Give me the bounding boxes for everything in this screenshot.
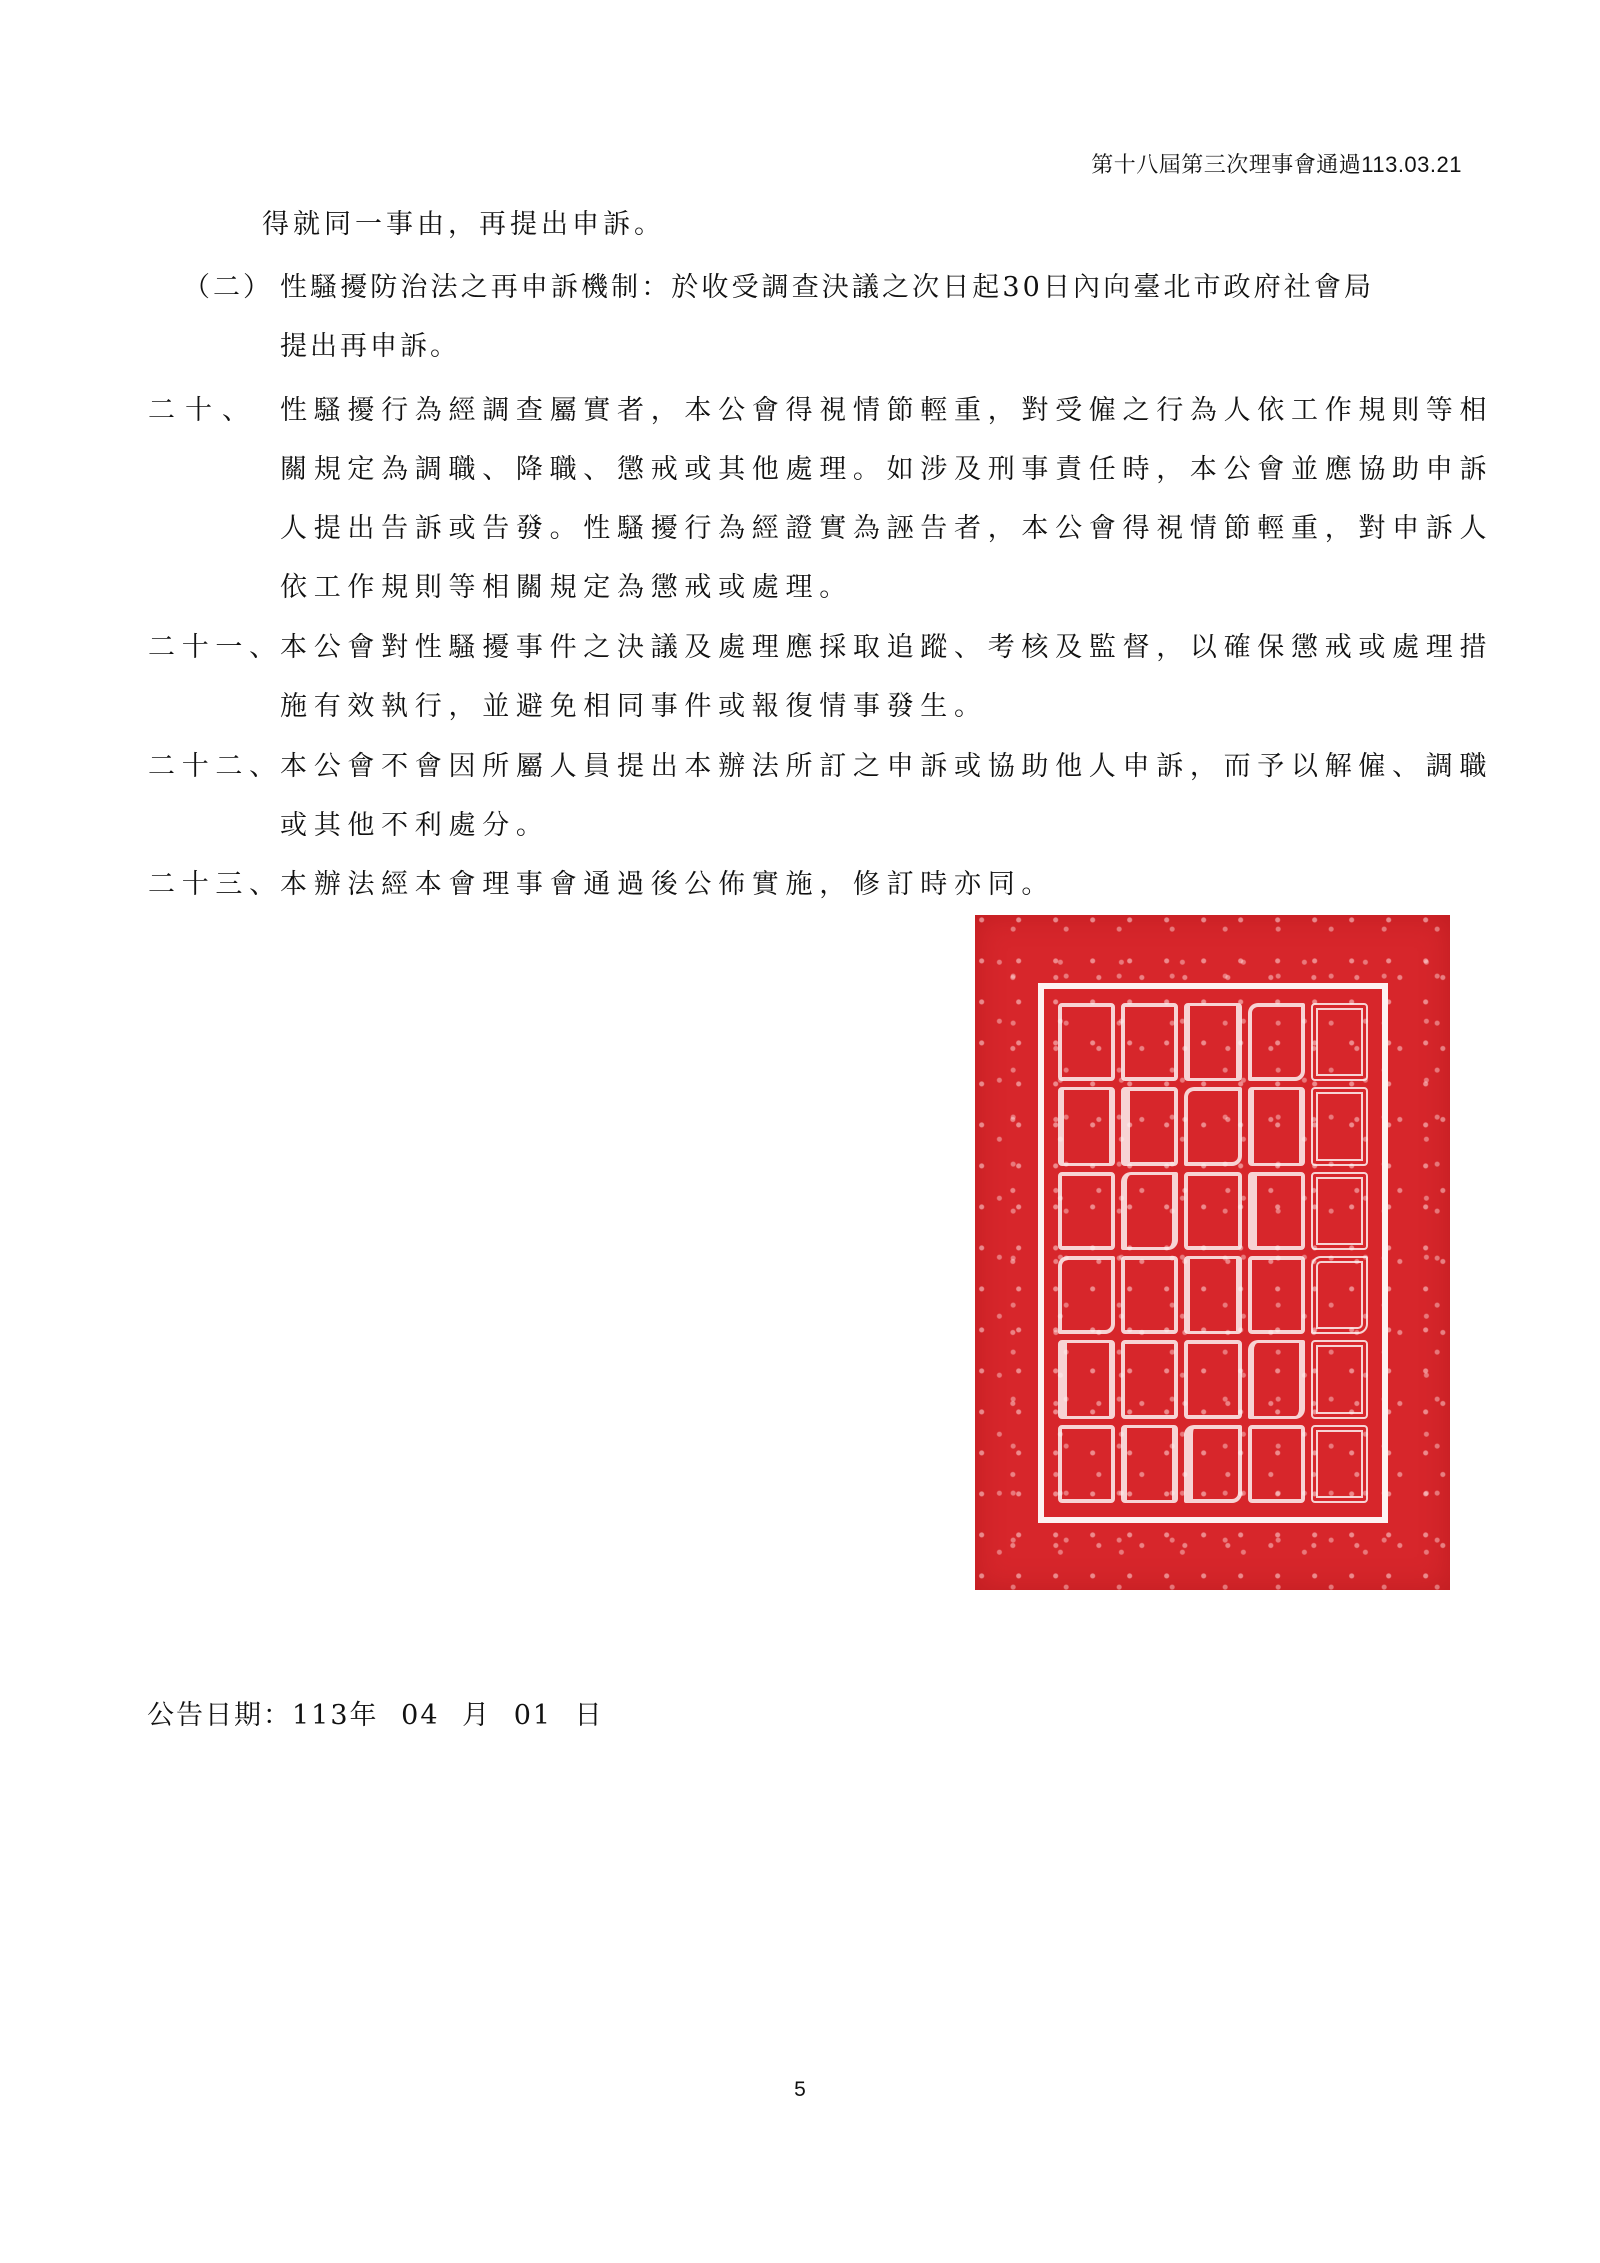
article-23-line-1: 本辦法經本會理事會通過後公佈實施，修訂時亦同。 xyxy=(280,869,1056,900)
article-20-line-1: 性騷擾行為經調查屬實者，本公會得視情節輕重，對受僱之行為人依工作規則等相 xyxy=(280,395,1494,426)
announcement-day: 01 xyxy=(513,1700,553,1731)
announcement-year: 113年 xyxy=(292,1700,379,1731)
official-seal-stamp xyxy=(975,915,1450,1590)
item-2-line-2: 提出再申訴。 xyxy=(280,331,460,362)
seal-script-glyphs xyxy=(1058,1003,1368,1503)
announcement-date xyxy=(147,1693,604,1732)
continuation-line xyxy=(262,208,672,242)
article-21-marker: 二十一、 xyxy=(148,632,283,663)
page-number: 5 xyxy=(794,2078,806,2101)
article-21-line-1: 本公會對性騷擾事件之決議及處理應採取追蹤、考核及監督，以確保懲戒或處理措 xyxy=(280,632,1494,663)
announcement-month: 04 xyxy=(401,1700,440,1731)
announcement-month-unit: 月 xyxy=(462,1700,492,1731)
article-20-marker: 二十、 xyxy=(148,395,259,426)
announcement-label: 公告日期： xyxy=(147,1700,292,1731)
article-20-line-4: 依工作規則等相關規定為懲戒或處理。 xyxy=(280,572,853,603)
article-21-line-2: 施有效執行，並避免相同事件或報復情事發生。 xyxy=(280,691,988,722)
article-23-marker: 二十三、 xyxy=(148,869,283,900)
announcement-day-unit: 日 xyxy=(574,1700,604,1731)
article-20-line-2: 關規定為調職、降職、懲戒或其他處理。如涉及刑事責任時，本公會並應協助申訴 xyxy=(280,454,1494,485)
item-2-marker: （二） xyxy=(183,272,273,303)
item-2-line-1: 性騷擾防治法之再申訴機制：於收受調查決議之次日起30日內向臺北市政府社會局 xyxy=(280,272,1375,303)
continuation-text: 得就同一事由，再提出申訴。 xyxy=(262,209,665,240)
meeting-approval-note: 第十八屆第三次理事會通過113.03.21 xyxy=(1091,152,1462,177)
seal-border xyxy=(1038,983,1388,1523)
article-22-line-1: 本公會不會因所屬人員提出本辦法所訂之申訴或協助他人申訴，而予以解僱、調職 xyxy=(280,751,1494,782)
article-22-marker: 二十二、 xyxy=(148,751,283,782)
article-20-line-3: 人提出告訴或告發。性騷擾行為經證實為誣告者，本公會得視情節輕重，對申訴人 xyxy=(280,513,1494,544)
article-22-line-2: 或其他不利處分。 xyxy=(280,810,550,841)
